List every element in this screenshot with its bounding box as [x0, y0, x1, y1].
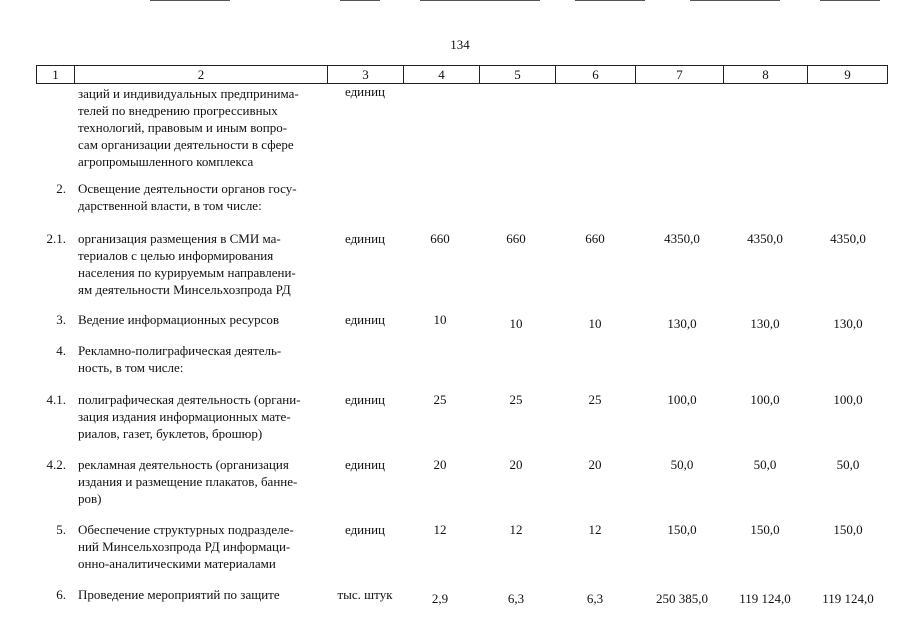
row-value-col8: 130,0: [750, 316, 780, 331]
row-value-col8: 50,0: [753, 457, 777, 472]
row-value-col9: 100,0: [833, 392, 863, 407]
column-header: 6: [555, 66, 635, 83]
row-value-col4: 2,9: [431, 591, 449, 606]
row-number: 2.1.: [46, 231, 66, 246]
row-number: 3.: [56, 312, 66, 327]
row-value-col8: 119 124,0: [739, 591, 791, 606]
row-value-col4: 12: [433, 522, 447, 537]
column-header: 3: [327, 66, 403, 83]
column-header: 9: [807, 66, 888, 83]
row-value-col5: 25: [509, 392, 523, 407]
row-value-col9: 119 124,0: [822, 591, 874, 606]
row-value-col7: 4350,0: [664, 231, 700, 246]
row-value-col7: 150,0: [667, 522, 697, 537]
row-value-col4: 25: [433, 392, 447, 407]
row-unit: единиц: [344, 392, 386, 407]
row-value-col7: 130,0: [667, 316, 697, 331]
row-unit: единиц: [344, 522, 386, 537]
row-value-col9: 4350,0: [830, 231, 866, 246]
column-header: 4: [403, 66, 479, 83]
row-unit: единиц: [344, 231, 386, 246]
row-value-col7: 250 385,0: [656, 591, 708, 606]
row-number: 4.: [56, 343, 66, 358]
column-header: 8: [723, 66, 807, 83]
row-number: 6.: [56, 587, 66, 602]
row-value-col5: 10: [509, 316, 523, 331]
page-number: 134: [450, 37, 470, 52]
row-description: полиграфическая деятельность (органи- зация издания информационных мате- риалов, газет, буклетов, брошюр): [78, 392, 301, 441]
row-value-col8: 4350,0: [747, 231, 783, 246]
row-description: Освещение деятельности органов госу- дарственной власти, в том числе:: [78, 181, 297, 213]
row-value-col4: 10: [433, 312, 447, 327]
row-number: 4.1.: [46, 392, 66, 407]
row-number: 4.2.: [46, 457, 66, 472]
row-value-col7: 50,0: [670, 457, 694, 472]
row-value-col6: 6,3: [586, 591, 604, 606]
row-value-col6: 20: [588, 457, 602, 472]
row-unit: единиц: [344, 312, 386, 327]
row-value-col9: 150,0: [833, 522, 863, 537]
row-number: 2.: [56, 181, 66, 196]
row-value-col5: 660: [506, 231, 526, 246]
row-description: Ведение информационных ресурсов: [78, 312, 280, 327]
row-description: Обеспечение структурных подразделе- ний Минсельхозпрода РД информаци- онно-аналитическими материалами: [78, 522, 294, 571]
row-value-col4: 660: [430, 231, 450, 246]
column-header: 2: [74, 66, 327, 83]
row-value-col8: 100,0: [750, 392, 780, 407]
row-value-col6: 660: [585, 231, 605, 246]
row-number: 5.: [56, 522, 66, 537]
row-unit: единиц: [344, 457, 386, 472]
column-header: 5: [479, 66, 555, 83]
row-value-col5: 6,3: [507, 591, 525, 606]
row-description: рекламная деятельность (организация издания и размещение плакатов, банне- ров): [78, 457, 298, 506]
row-value-col7: 100,0: [667, 392, 697, 407]
row-description: Рекламно-полиграфическая деятель- ность, в том числе:: [78, 343, 282, 375]
column-header: 1: [36, 66, 74, 83]
row-value-col4: 20: [433, 457, 447, 472]
row-description: Проведение мероприятий по защите: [78, 587, 280, 602]
row-value-col5: 12: [509, 522, 523, 537]
row-description: организация размещения в СМИ ма- териалов с целью информирования населения по курируемым направлени- ям деятельности Минсельхозпрода РД: [78, 231, 296, 297]
row-description: заций и индивидуальных предпринима- телей по внедрению прогрессивных технологий, правовым и иным вопро- сам организации деятельности в сфере агропромышленного комплекса: [78, 86, 299, 169]
row-value-col5: 20: [509, 457, 523, 472]
column-header: 7: [635, 66, 723, 83]
row-value-col6: 25: [588, 392, 602, 407]
row-unit: тыс. штук: [337, 587, 393, 602]
row-value-col9: 130,0: [833, 316, 863, 331]
row-value-col6: 10: [588, 316, 602, 331]
row-value-col8: 150,0: [750, 522, 780, 537]
row-value-col6: 12: [588, 522, 602, 537]
row-unit: единиц: [344, 84, 386, 99]
row-value-col9: 50,0: [836, 457, 860, 472]
